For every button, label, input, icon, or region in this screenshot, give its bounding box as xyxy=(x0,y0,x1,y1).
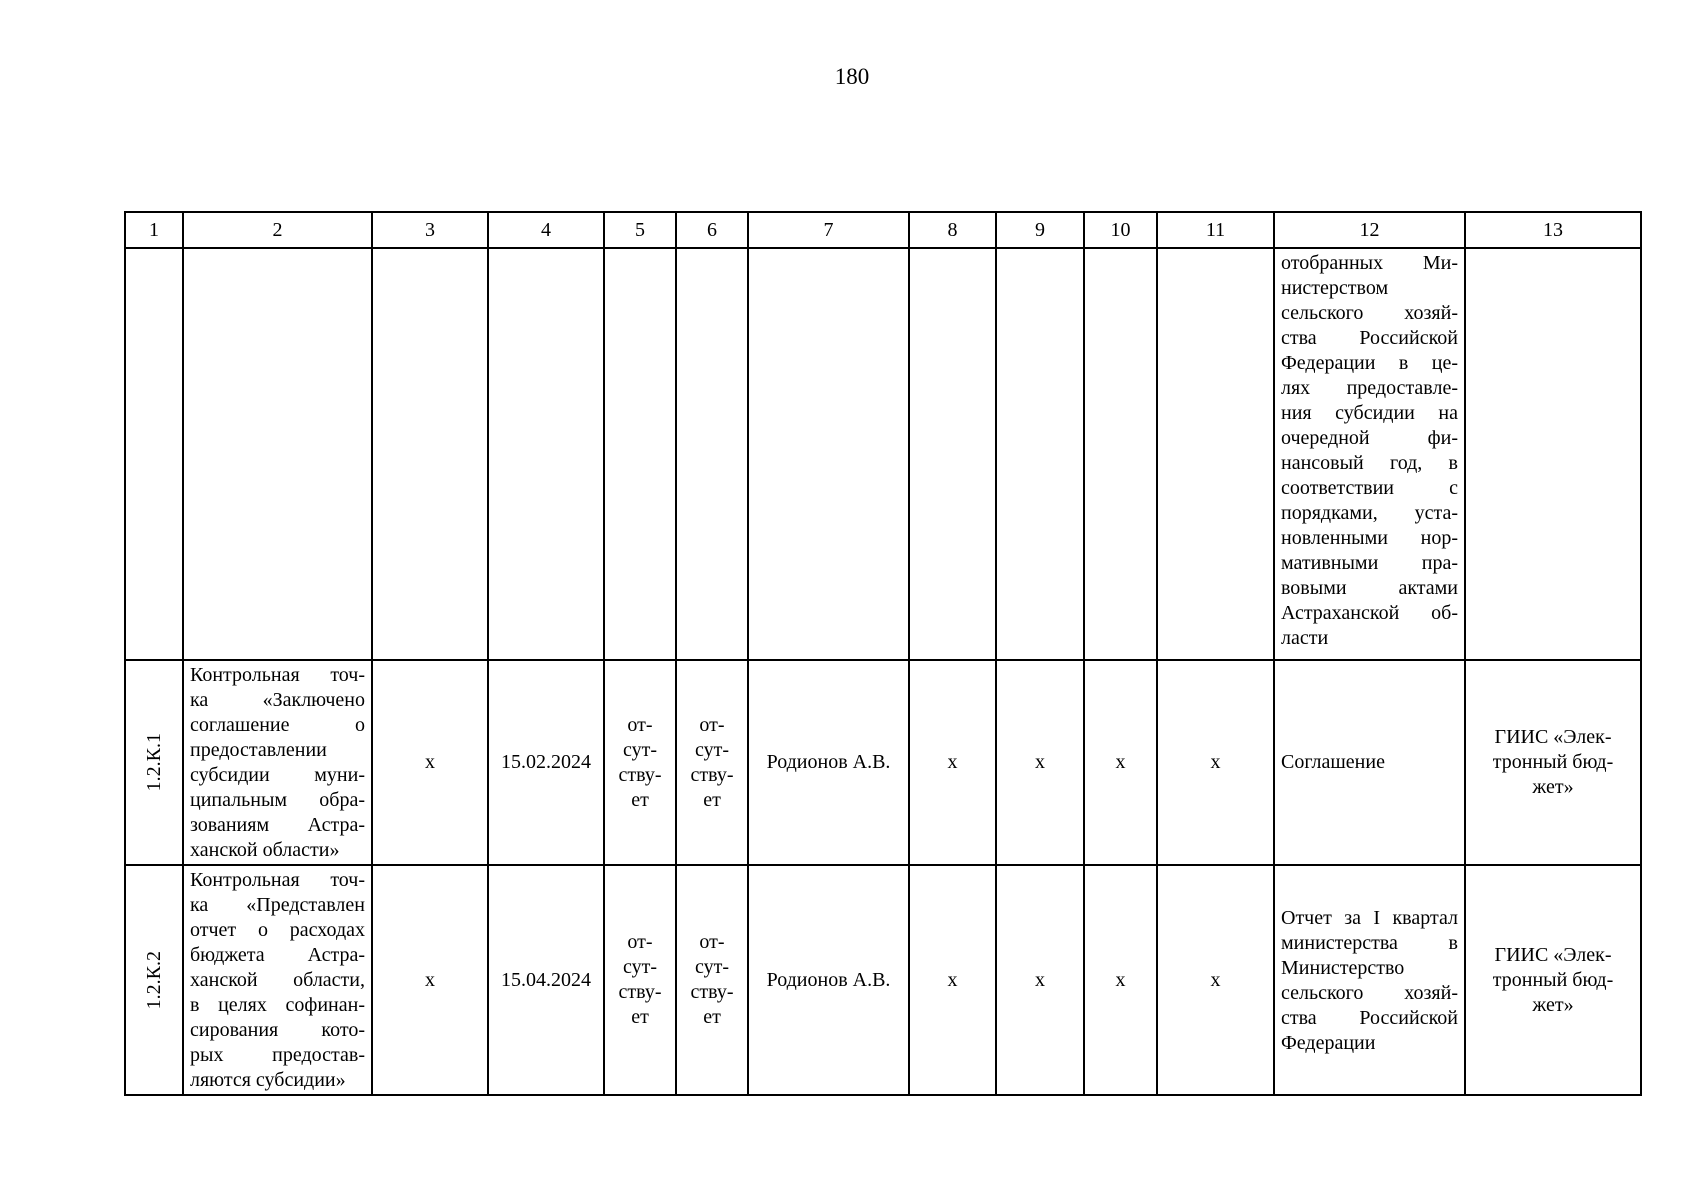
system-cell xyxy=(1465,660,1641,865)
cell-line: ка «Представлен xyxy=(190,894,365,916)
row-id-cell xyxy=(125,660,183,865)
stack-lines xyxy=(611,713,669,813)
cell-line: в целях софинан- xyxy=(190,994,365,1016)
empty-cell xyxy=(909,248,996,660)
result-cell xyxy=(1274,660,1465,865)
result-lines xyxy=(1281,750,1458,775)
header-cell: 1 xyxy=(125,212,183,248)
cell-line: субсидии муни- xyxy=(190,764,365,786)
result-lines xyxy=(1281,906,1458,1056)
table-row xyxy=(125,660,1641,865)
empty-cell xyxy=(1084,248,1157,660)
cell-line: сут- xyxy=(622,738,657,761)
cell-line: от- xyxy=(699,713,725,736)
cell-line: ет xyxy=(631,1006,649,1028)
system-lines xyxy=(1472,725,1634,800)
header-cell: 10 xyxy=(1084,212,1157,248)
stack-lines xyxy=(611,930,669,1030)
cell-5 xyxy=(604,865,676,1095)
cell-line: ства Российской xyxy=(1281,327,1458,349)
responsible-cell: Родионов А.В. xyxy=(748,660,909,865)
continuation-lines xyxy=(1281,251,1458,651)
cell-line: лях предоставле- xyxy=(1281,377,1458,399)
cell-line: ет xyxy=(703,788,721,811)
empty-cell xyxy=(488,248,604,660)
cell-line: соглашение о xyxy=(190,714,365,736)
cell-line: Контрольная точ- xyxy=(190,869,365,891)
empty-cell xyxy=(1157,248,1274,660)
cell-6 xyxy=(676,865,748,1095)
cell-line: сирования кото- xyxy=(190,1019,365,1041)
cell-line: мативными пра- xyxy=(1281,552,1458,574)
cell-line: от- xyxy=(627,931,653,953)
cell-9: х xyxy=(996,865,1084,1095)
header-cell: 12 xyxy=(1274,212,1465,248)
cell-line: Министерство xyxy=(1281,957,1405,979)
header-cell: 5 xyxy=(604,212,676,248)
empty-cell xyxy=(996,248,1084,660)
empty-cell xyxy=(372,248,488,660)
empty-cell xyxy=(676,248,748,660)
cell-line: вовыми актами xyxy=(1281,577,1458,599)
description-lines xyxy=(190,868,365,1093)
cell-10: х xyxy=(1084,660,1157,865)
responsible-cell: Родионов А.В. xyxy=(748,865,909,1095)
cell-line: ства Российской xyxy=(1281,1007,1458,1029)
cell-line: жет» xyxy=(1532,776,1574,798)
cell-line: сельского хозяй- xyxy=(1281,302,1458,324)
cell-line: ет xyxy=(703,1006,721,1028)
cell-6 xyxy=(676,660,748,865)
cell-line: сут- xyxy=(694,738,729,761)
description-cell xyxy=(183,660,372,865)
cell-line: ству- xyxy=(618,981,662,1003)
header-cell: 13 xyxy=(1465,212,1641,248)
cell-line: ству- xyxy=(690,763,734,786)
cell-11: х xyxy=(1157,865,1274,1095)
cell-line: соответствии с xyxy=(1281,477,1458,499)
row-id: 1.2.К.1 xyxy=(142,733,165,792)
cell-line: от- xyxy=(699,931,725,953)
header-cell: 2 xyxy=(183,212,372,248)
cell-line: нансовый год, в xyxy=(1281,452,1458,474)
cell-line: ния субсидии на xyxy=(1281,402,1458,424)
cell-8: х xyxy=(909,660,996,865)
cell-line: порядками, уста- xyxy=(1281,502,1458,524)
cell-3: х xyxy=(372,660,488,865)
cell-line: тронный бюд- xyxy=(1492,968,1614,991)
cell-line: министерства в xyxy=(1281,932,1458,954)
plan-table xyxy=(124,211,1642,1096)
cell-line: Астраханской об- xyxy=(1281,602,1458,624)
header-cell: 8 xyxy=(909,212,996,248)
empty-cell xyxy=(604,248,676,660)
row-id-cell xyxy=(125,865,183,1095)
header-cell: 9 xyxy=(996,212,1084,248)
cell-8: х xyxy=(909,865,996,1095)
cell-line: сут- xyxy=(622,956,657,978)
cell-line: от- xyxy=(627,713,653,736)
cell-line: новленными нор- xyxy=(1281,527,1458,549)
cell-line: ет xyxy=(631,788,649,811)
continuation-row xyxy=(125,248,1641,660)
cell-line: отчет о расходах xyxy=(190,919,365,941)
cell-line: ГИИС «Элек- xyxy=(1494,943,1612,966)
result-cell xyxy=(1274,865,1465,1095)
cell-line: сут- xyxy=(694,956,729,978)
cell-line: Контрольная точ- xyxy=(190,664,365,686)
cell-line: предоставлении xyxy=(190,739,327,761)
cell-line: ству- xyxy=(690,981,734,1003)
system-lines xyxy=(1472,943,1634,1018)
cell-line: Федерации в це- xyxy=(1281,352,1458,374)
cell-line: ляются субсидии» xyxy=(190,1069,346,1091)
header-cell: 4 xyxy=(488,212,604,248)
cell-line: жет» xyxy=(1532,993,1574,1016)
cell-line: зованиям Астра- xyxy=(190,814,365,836)
empty-cell xyxy=(1465,248,1641,660)
cell-line: ству- xyxy=(618,763,662,786)
page-number: 180 xyxy=(834,64,870,89)
date-cell: 15.04.2024 xyxy=(488,865,604,1095)
stack-lines xyxy=(683,713,741,813)
cell-10: х xyxy=(1084,865,1157,1095)
cell-3: х xyxy=(372,865,488,1095)
header-cell: 6 xyxy=(676,212,748,248)
table-row xyxy=(125,865,1641,1095)
cell-line: Соглашение xyxy=(1281,751,1385,773)
cell-line: тронный бюд- xyxy=(1492,751,1614,773)
cell-line: рых предостав- xyxy=(190,1044,365,1066)
system-cell xyxy=(1465,865,1641,1095)
cell-line: ка «Заключено xyxy=(190,689,365,711)
header-cell: 11 xyxy=(1157,212,1274,248)
cell-5 xyxy=(604,660,676,865)
description-lines xyxy=(190,663,365,863)
cell-line: ханской области, xyxy=(190,969,365,991)
cell-line: бюджета Астра- xyxy=(190,944,365,966)
cell-line: ГИИС «Элек- xyxy=(1494,726,1612,748)
empty-cell xyxy=(125,248,183,660)
empty-cell xyxy=(183,248,372,660)
cell-line: Федерации xyxy=(1281,1032,1376,1054)
row-id: 1.2.К.2 xyxy=(142,950,165,1010)
cell-line: Отчет за I квартал xyxy=(1281,907,1458,929)
cell-line: ципальным обра- xyxy=(190,789,365,811)
date-cell: 15.02.2024 xyxy=(488,660,604,865)
cell-line: нистерством xyxy=(1281,277,1389,299)
stack-lines xyxy=(683,930,741,1030)
result-cell xyxy=(1274,248,1465,660)
header-row xyxy=(125,212,1641,248)
cell-line: ласти xyxy=(1281,627,1329,649)
header-cell: 3 xyxy=(372,212,488,248)
cell-9: х xyxy=(996,660,1084,865)
cell-line: очередной фи- xyxy=(1281,427,1458,449)
header-cell: 7 xyxy=(748,212,909,248)
cell-line: отобранных Ми- xyxy=(1281,252,1458,274)
empty-cell xyxy=(748,248,909,660)
cell-line: сельского хозяй- xyxy=(1281,982,1458,1004)
cell-11: х xyxy=(1157,660,1274,865)
description-cell xyxy=(183,865,372,1095)
cell-line: ханской области» xyxy=(190,839,340,861)
